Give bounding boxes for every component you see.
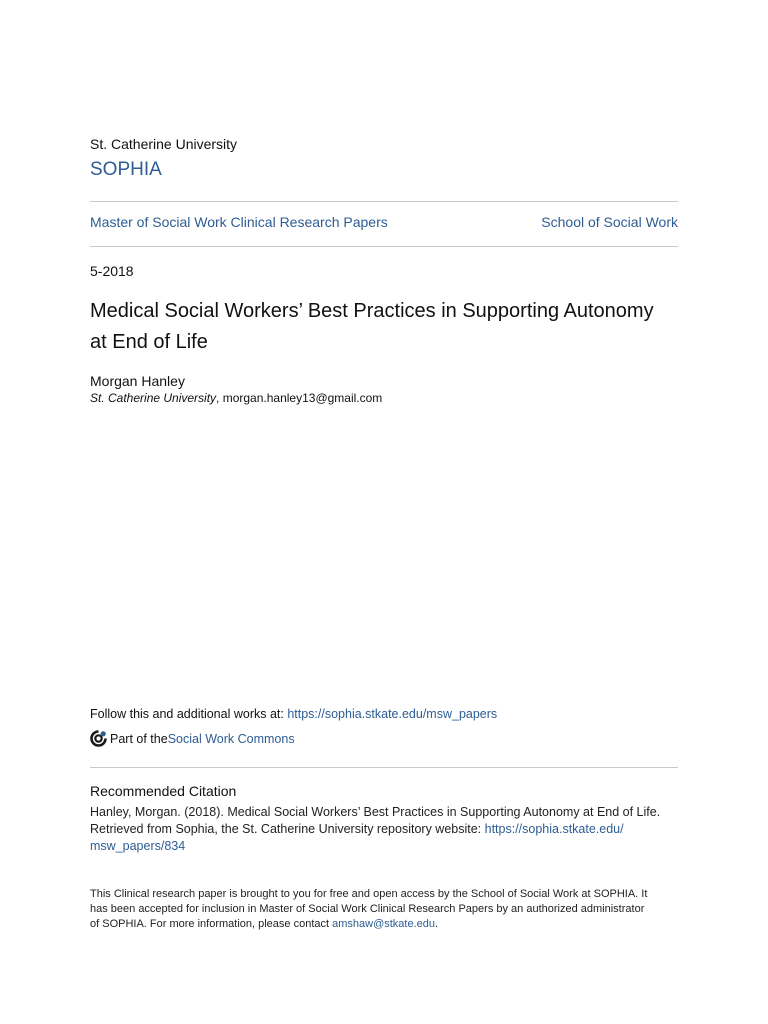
paper-title-line1: Medical Social Workers’ Best Practices in Supporting Autonomy xyxy=(90,300,654,322)
author-email: , morgan.hanley13@gmail.com xyxy=(216,391,383,405)
divider xyxy=(90,201,678,202)
part-of-prefix: Part of the xyxy=(110,731,168,746)
contact-email-link[interactable]: amshaw@stkate.edu xyxy=(332,918,435,930)
part-of-line xyxy=(90,730,295,747)
citation-heading: Recommended Citation xyxy=(90,783,237,799)
collection-url-link[interactable]: https://sophia.stkate.edu/msw_papers xyxy=(287,707,498,721)
notice-line3: of SOPHIA. For more information, please contact xyxy=(90,918,333,930)
paper-title xyxy=(90,296,690,358)
citation-line1: Hanley, Morgan. (2018). Medical Social Workers’ Best Practices in Supporting Autonomy at End of Life. xyxy=(90,805,661,819)
notice-line3-end: . xyxy=(435,918,439,930)
citation-body xyxy=(90,804,680,855)
repository-link[interactable]: SOPHIA xyxy=(90,159,162,180)
follow-line xyxy=(90,707,497,721)
series-link[interactable]: Master of Social Work Clinical Research Papers xyxy=(90,214,388,230)
author-affiliation xyxy=(90,391,382,405)
notice-line1: This Clinical research paper is brought to you for free and open access by the School of Social Work at SOPHIA. It xyxy=(90,888,648,900)
notice-line2: has been accepted for inclusion in Master of Social Work Clinical Research Papers by an authorized administrator xyxy=(90,903,645,915)
citation-url-link-cont[interactable]: msw_papers/834 xyxy=(90,839,186,853)
citation-line2: Retrieved from Sophia, the St. Catherine University repository website: xyxy=(90,822,485,836)
author-name: Morgan Hanley xyxy=(90,373,185,389)
social-work-commons-link[interactable]: Social Work Commons xyxy=(167,731,295,746)
school-link[interactable]: School of Social Work xyxy=(541,214,678,230)
divider xyxy=(90,246,678,247)
affiliation-name: St. Catherine University xyxy=(90,391,217,405)
paper-title-line2: at End of Life xyxy=(90,331,208,353)
publication-date: 5-2018 xyxy=(90,263,134,279)
access-notice xyxy=(90,887,680,932)
divider xyxy=(90,767,678,768)
follow-prefix: Follow this and additional works at: xyxy=(90,707,288,721)
institution-name: St. Catherine University xyxy=(90,136,238,152)
citation-url-link[interactable]: https://sophia.stkate.edu/ xyxy=(484,822,624,836)
commons-network-icon xyxy=(90,730,107,747)
